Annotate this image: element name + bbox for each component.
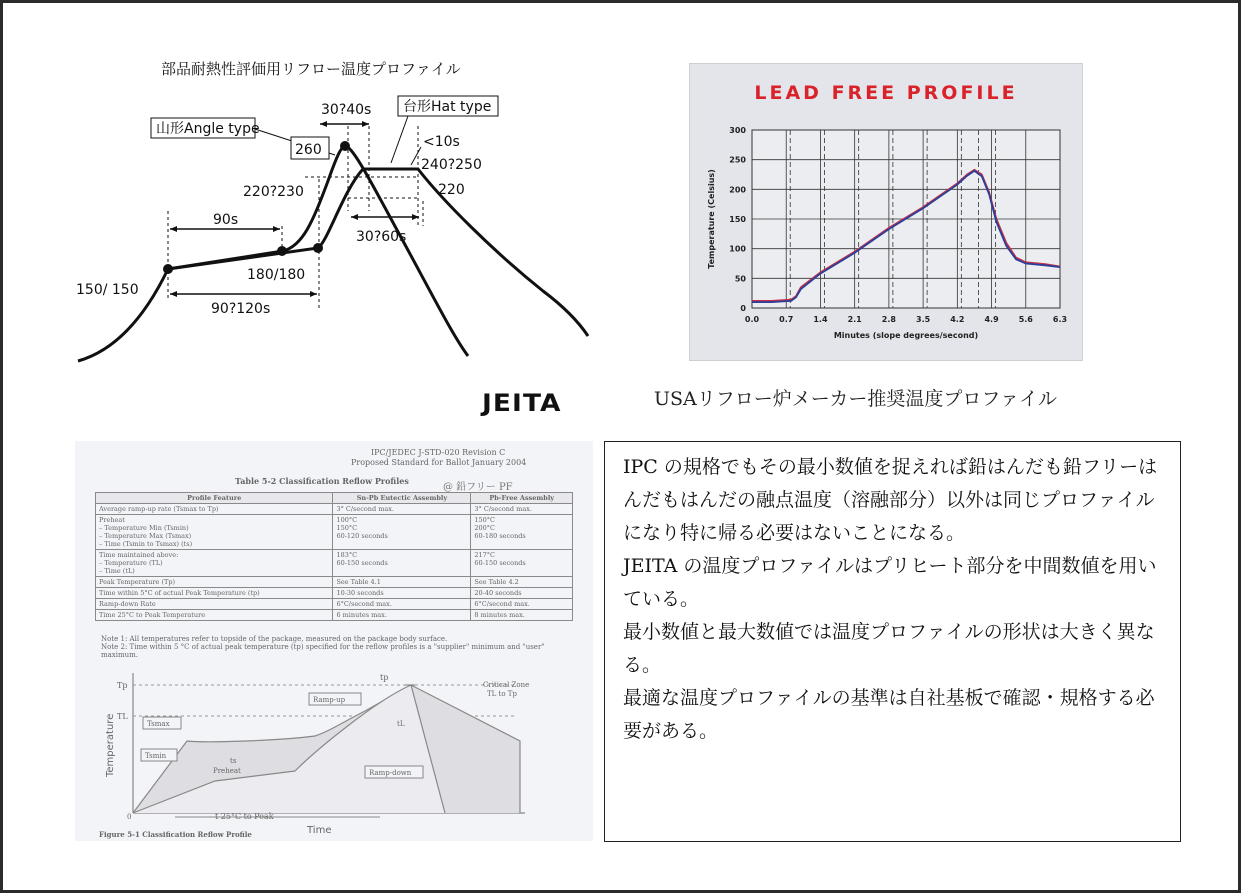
x-tick-label: 6.3 [1052, 315, 1068, 324]
ipc-notes: Note 1: All temperatures refer to topside of the package, measured on the package body surface. Note 2: Time within 5 °C of actual peak temperature (tp) specified for the reflow profiles is a "supplier" minimum and "user" maximum. [101, 635, 545, 659]
svg-text:Preheat: Preheat [213, 767, 241, 775]
angle-type-label: 山形Angle type [156, 121, 260, 137]
table-cell: Average ramp-up rate (Tsmax to Tp) [96, 504, 333, 515]
y-tick-label: 300 [729, 126, 746, 135]
svg-text:<10s: <10s [423, 134, 460, 150]
jeita-profile-diagram [73, 51, 593, 376]
svg-text:Tsmin: Tsmin [145, 752, 167, 760]
x-tick-label: 1.4 [813, 315, 828, 324]
x-axis-label: Minutes (slope degrees/second) [833, 331, 979, 340]
svg-text:90?120s: 90?120s [211, 301, 271, 317]
svg-text:260: 260 [295, 142, 322, 158]
y-tick-label: 200 [729, 185, 746, 195]
x-tick-label: 2.1 [847, 315, 862, 324]
handwritten-note: @ 鉛フリー PF [443, 482, 513, 493]
svg-text:Ramp-down: Ramp-down [369, 769, 412, 777]
ipc-table-title: Table 5-2 Classification Reflow Profiles [235, 476, 409, 486]
x-tick-label: 3.5 [916, 315, 931, 324]
y-tick-label: 150 [729, 215, 746, 224]
y-tick-label: 250 [729, 155, 746, 165]
table-cell: 10-30 seconds [333, 588, 471, 599]
point-180b [313, 243, 323, 253]
table-cell: 3° C/second max. [471, 504, 573, 515]
svg-text:Tp: Tp [117, 681, 128, 690]
y-tick-label: 100 [729, 244, 746, 254]
y-axis-label: Temperature (Celsius) [707, 169, 716, 269]
explanation-textbox [604, 441, 1181, 842]
table-cell: 217°C 60-150 seconds [471, 550, 573, 577]
x-tick-label: 0.0 [744, 315, 760, 324]
jeita-logo: JEITA [482, 389, 562, 417]
table-cell: 6°C/second max. [471, 599, 573, 610]
table-cell: See Table 4.2 [471, 577, 573, 588]
svg-text:180/180: 180/180 [247, 267, 306, 283]
table-cell: Time 25°C to Peak Temperature [96, 610, 333, 621]
hat-type-label: 台形Hat type [403, 99, 492, 115]
table-cell: 20-40 seconds [471, 588, 573, 599]
svg-text:ts: ts [230, 757, 237, 765]
text-paragraph-4: 最適な温度プロファイルの基準は自社基板で確認・規格する必要がある。 [623, 687, 1155, 742]
y-tick-label: 0 [740, 304, 746, 313]
svg-text:220: 220 [438, 182, 465, 198]
table-cell: 8 minutes max. [471, 610, 573, 621]
table-cell: 100°C 150°C 60-120 seconds [333, 515, 471, 550]
jeita-chart-title: 部品耐熱性評価用リフロー温度プロファイル [161, 60, 461, 78]
chart-title: LEAD FREE PROFILE [754, 82, 1018, 104]
table-cell: 183°C 60-150 seconds [333, 550, 471, 577]
lead-free-profile-chart [689, 63, 1083, 361]
reflow-profile-table: Profile Feature Sn-Pb Eutectic Assembly Pb-Free Assembly Average ramp-up rate (Tsmax to Tp) 3° C/second max. 3° C/second max. Preheat – Temperature Min (Tsmin) – Temperature Max (Tsmax) – Time (Tsmin to Tsmax) (ts) 100°C 150°C 60-120 seconds 150°C 200°C 60-180 seconds Time maintained above: – Temperature (TL) – Time (tL) 183°C 60-150 seconds 217°C 60-150 seconds Peak Temperature (Tp) See Table 4.1 See Table 4.2 Time within 5°C of actual Peak Temperature (tp) 10-30 seconds 20-40 seconds Ramp-down Rate 6°C/second max. 6°C/second max. Time 25°C to Peak Temperature 6 minutes max. 8 minutes max. [95, 492, 573, 621]
svg-text:tL: tL [397, 720, 405, 728]
x-tick-label: 4.2 [950, 315, 965, 324]
svg-text:150/ 150: 150/ 150 [76, 282, 139, 298]
svg-text:Tsmax: Tsmax [147, 720, 170, 728]
x-tick-label: 0.7 [779, 315, 794, 324]
usa-caption: USAリフロー炉メーカー推奨温度プロファイル [654, 388, 1057, 410]
svg-text:220?230: 220?230 [243, 184, 304, 200]
table-cell: Ramp-down Rate [96, 599, 333, 610]
y-tick-label: 50 [734, 274, 746, 284]
svg-text:Time: Time [307, 825, 332, 836]
svg-text:Critical Zone: Critical Zone [483, 681, 530, 689]
text-paragraph-2: JEITA の温度プロファイルはプリヒート部分を中間数値を用いている。 [623, 555, 1157, 610]
table-cell: 6°C/second max. [333, 599, 471, 610]
svg-text:30?40s: 30?40s [321, 102, 372, 118]
svg-text:Figure 5-1 Classification Refl: Figure 5-1 Classification Reflow Profile [99, 830, 252, 839]
table-cell: Peak Temperature (Tp) [96, 577, 333, 588]
svg-text:Ramp-up: Ramp-up [313, 696, 346, 704]
table-cell: See Table 4.1 [333, 577, 471, 588]
table-cell: Time within 5°C of actual Peak Temperature (tp) [96, 588, 333, 599]
table-cell: 6 minutes max. [333, 610, 471, 621]
text-paragraph-1: IPC の規格でもその最小数値を捉えれば鉛はんだも鉛フリーはんだもはんだの融点温度（溶融部分）以外は同じプロファイルになり特に帰る必要はないことになる。 [623, 456, 1158, 544]
svg-text:TL: TL [117, 712, 128, 721]
svg-text:240?250: 240?250 [421, 157, 482, 173]
table-cell: 150°C 200°C 60-180 seconds [471, 515, 573, 550]
svg-text:90s: 90s [213, 212, 239, 228]
x-tick-label: 4.9 [984, 315, 999, 324]
table-cell: 3° C/second max. [333, 504, 471, 515]
ipc-header-2: Proposed Standard for Ballot January 2004 [351, 458, 527, 467]
svg-text:TL to Tp: TL to Tp [487, 690, 517, 698]
table-cell: Preheat – Temperature Min (Tsmin) – Temperature Max (Tsmax) – Time (Tsmin to Tsmax) (ts) [96, 515, 333, 550]
text-paragraph-3: 最小数値と最大数値では温度プロファイルの形状は大きく異なる。 [623, 621, 1155, 676]
x-tick-label: 2.8 [881, 315, 896, 324]
ipc-standard-panel [75, 441, 593, 841]
svg-text:30?60s: 30?60s [356, 229, 407, 245]
svg-text:Temperature: Temperature [105, 713, 116, 777]
ipc-header-1: IPC/JEDEC J-STD-020 Revision C [371, 448, 506, 457]
svg-text:0: 0 [127, 813, 132, 821]
x-tick-label: 5.6 [1018, 315, 1033, 324]
ipc-profile-figure [75, 441, 593, 841]
table-cell: Time maintained above: – Temperature (TL) – Time (tL) [96, 550, 333, 577]
svg-text:tp: tp [380, 673, 389, 682]
svg-text:t 25°C to Peak: t 25°C to Peak [215, 812, 274, 821]
